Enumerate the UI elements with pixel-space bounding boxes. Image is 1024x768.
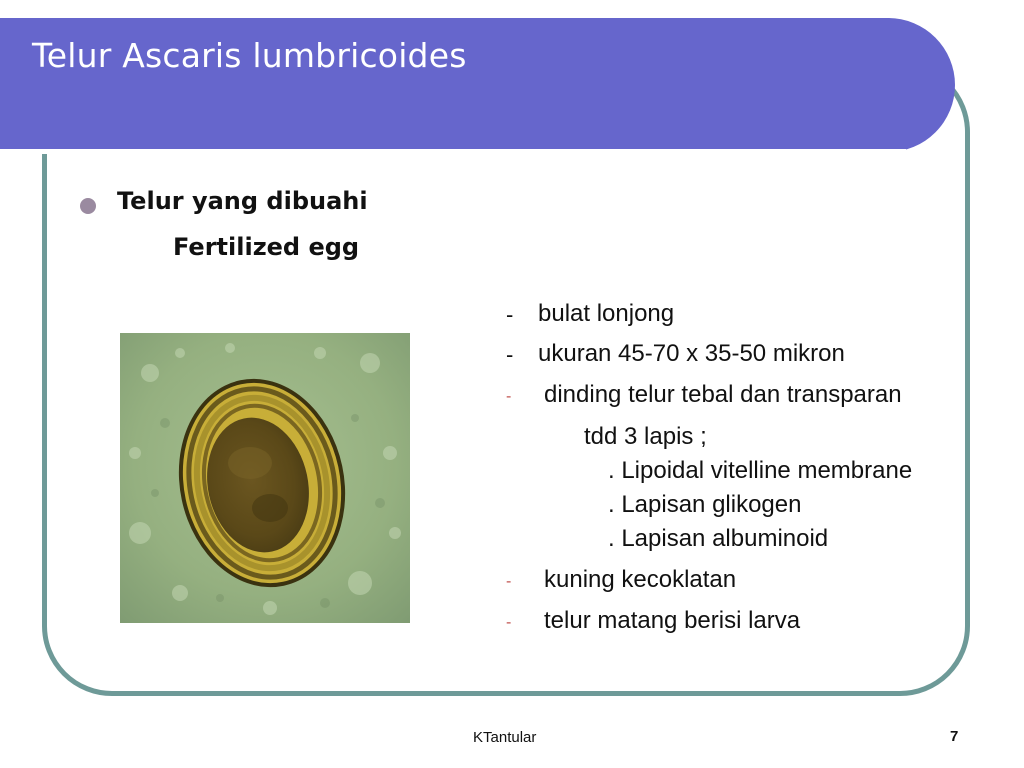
footer-author: KTantular xyxy=(473,729,537,746)
feature-dash: - xyxy=(506,573,512,590)
feature-dash: - xyxy=(506,302,514,327)
feature-layer-1: . Lipoidal vitelline membrane xyxy=(608,457,913,484)
page-number: 7 xyxy=(950,728,959,745)
bullet-title: Telur yang dibuahi xyxy=(117,187,368,215)
feature-larva: telur matang berisi larva xyxy=(544,607,801,634)
bullet-icon xyxy=(80,198,96,214)
feature-layer-3: . Lapisan albuminoid xyxy=(608,525,829,552)
feature-size: ukuran 45-70 x 35-50 mikron xyxy=(538,340,845,367)
feature-layers-heading: tdd 3 lapis ; xyxy=(584,423,707,450)
feature-wall: dinding telur tebal dan transparan xyxy=(544,381,902,408)
slide-title: Telur Ascaris lumbricoides xyxy=(32,36,467,75)
feature-layer-2: . Lapisan glikogen xyxy=(608,491,802,518)
feature-color: kuning kecoklatan xyxy=(544,566,737,593)
feature-dash: - xyxy=(506,388,512,405)
bullet-subtitle: Fertilized egg xyxy=(173,233,360,261)
banner-underline xyxy=(0,149,906,154)
feature-dash: - xyxy=(506,342,514,367)
egg-micrograph-image xyxy=(120,333,410,623)
feature-dash: - xyxy=(506,614,512,631)
feature-shape: bulat lonjong xyxy=(538,300,675,327)
